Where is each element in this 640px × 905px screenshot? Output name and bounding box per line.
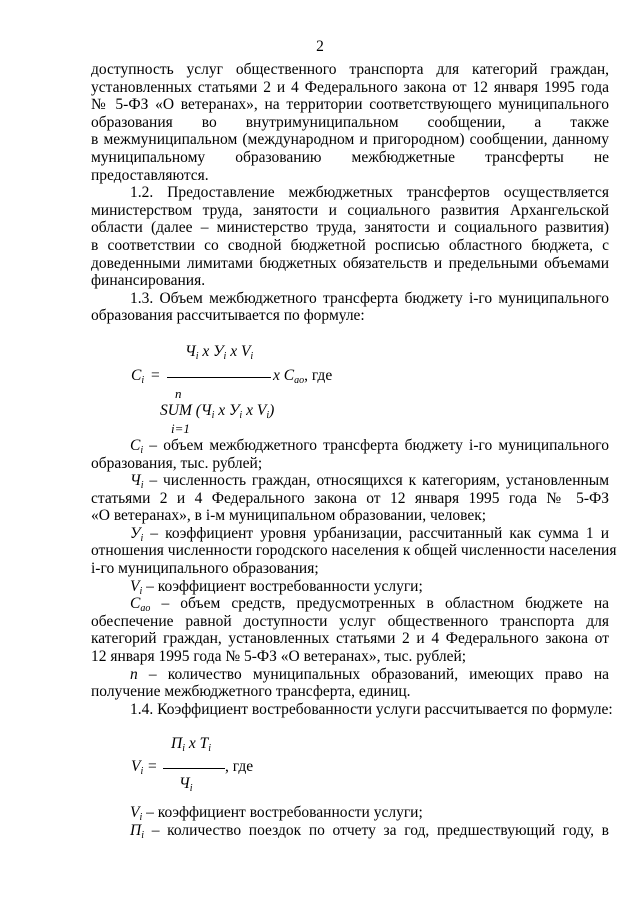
definition-symbol: $V_i$: [130, 804, 143, 824]
definition-text: – коэффициент востребованности услуги;: [146, 804, 423, 822]
definition-text: – объем межбюджетного трансферта бюджету i-го муниципального: [149, 436, 610, 454]
formula-denominator: $Ч_i$: [179, 775, 193, 795]
text-line: получение межбюджетного трансферта, единиц.: [91, 683, 411, 701]
definition-symbol: $C_i$: [130, 436, 144, 456]
text-line: отношения численности городского населения к общей численности населения: [91, 542, 617, 560]
definitions-list: [91, 804, 609, 839]
fraction-bar: [163, 768, 225, 769]
definition-item: [91, 804, 609, 822]
text-line: области (далее – министерство труда, занятости и социального развития): [91, 219, 609, 237]
text-line: образования во внутримуниципальном сообщении, а также: [91, 113, 609, 131]
definition-symbol: $У_i$: [130, 524, 144, 544]
text-line: доступность услуг общественного транспорта для категорий граждан,: [91, 61, 609, 78]
text-line: 12 января 1995 года № 5-ФЗ «О ветеранах», тыс. рублей;: [91, 648, 467, 666]
formula-where: , где: [225, 758, 254, 776]
definition-text: – объем средств, предусмотренных в областном бюджете на: [161, 595, 610, 613]
text-line: предоставляются.: [91, 166, 209, 184]
text-line: категорий граждан, установленных статьями 2 и 4 Федерального закона от: [91, 630, 609, 648]
text-line: образования, тыс. рублей;: [91, 454, 263, 472]
formula-sum-lower: i=1: [171, 420, 190, 436]
definition-item: [91, 437, 609, 472]
definition-symbol: $П_i$: [130, 822, 144, 841]
page-number: 2: [316, 38, 324, 55]
fraction-bar: [167, 377, 271, 378]
text-line: обеспечение равной доступности услуг общественного транспорта для: [91, 612, 609, 630]
definition-symbol: $C_{ао}$: [130, 595, 151, 615]
text-line: в межмуниципальном (международном и пригородном) сообщении, данному: [91, 131, 609, 149]
text-line: финансирования.: [91, 272, 206, 290]
text-line: доведенными лимитами бюджетных обязательств и предельными объемами: [91, 254, 609, 272]
formula-lhs: $V_i$: [131, 758, 144, 778]
definition-text: – коэффициент уровня урбанизации, рассчитанный как сумма 1 и: [150, 524, 610, 542]
text-line: i-го муниципального образования;: [91, 560, 319, 578]
formula-lhs: $C_i$: [131, 366, 145, 386]
definition-item: [91, 524, 617, 578]
paragraph-1-3: [91, 290, 609, 325]
text-line: образования рассчитывается по формуле:: [91, 307, 365, 325]
definition-text: – количество поездок по отчету за год, предшествующий году, в: [151, 822, 610, 839]
definition-symbol: n: [130, 665, 138, 683]
definition-symbol: $V_i$: [130, 577, 143, 597]
definition-item: [91, 595, 609, 665]
text-line: муниципальному образованию межбюджетные трансферты не: [91, 148, 609, 166]
document-body: [91, 61, 617, 841]
definition-text: – численность граждан, относящихся к категориям, установленным: [149, 472, 610, 490]
text-line: 1.2. Предоставление межбюджетных трансфертов осуществляется: [130, 184, 609, 202]
formula-multiplier: x $C_{ао}$, где: [273, 366, 333, 386]
text-line: 1.3. Объем межбюджетного трансферта бюджету i-го муниципального: [130, 289, 609, 307]
definition-item: [91, 666, 609, 701]
definition-text: – количество муниципальных образований, имеющих право на: [148, 665, 610, 683]
formula-equals: =: [151, 366, 160, 384]
definition-item: [91, 472, 609, 525]
text-line: статьями 2 и 4 Федерального закона от 12 января 1995 года № 5-ФЗ: [91, 489, 609, 507]
paragraph-1-4: 1.4. Коэффициент востребованности услуги рассчитывается по формуле:: [130, 700, 613, 718]
paragraph-continued: [91, 61, 609, 184]
text-line: «О ветеранах», в i-м муниципальном образовании, человек;: [91, 507, 487, 525]
formula-demand: [91, 718, 609, 795]
paragraph-1-2: [91, 184, 609, 290]
definition-text: – коэффициент востребованности услуги;: [146, 577, 423, 595]
formula-numerator: $П_i$ x $T_i$: [171, 735, 212, 755]
definition-item: [91, 578, 609, 596]
formula-sum-upper: n: [175, 385, 182, 401]
text-line: в соответствии со сводной бюджетной росписью областного бюджета, с: [91, 236, 609, 254]
formula-numerator: $Ч_i$ x $У_i$ x $V_i$: [185, 342, 254, 362]
formula-denominator: SUM ($Ч_i$ x $У_i$ x $V_i$): [160, 401, 275, 421]
definition-symbol: $Ч_i$: [130, 472, 144, 492]
text-line: установленных статьями 2 и 4 Федерального закона от 12 января 1995 года: [91, 78, 609, 96]
formula-equals: =: [148, 758, 157, 776]
text-line: № 5-ФЗ «О ветеранах», на территории соответствующего муниципального: [91, 96, 609, 114]
definitions-list: [91, 436, 617, 701]
text-line: министерством труда, занятости и социального развития Архангельской: [91, 201, 609, 219]
definition-item: [91, 822, 609, 840]
formula-transfer: [91, 325, 609, 437]
